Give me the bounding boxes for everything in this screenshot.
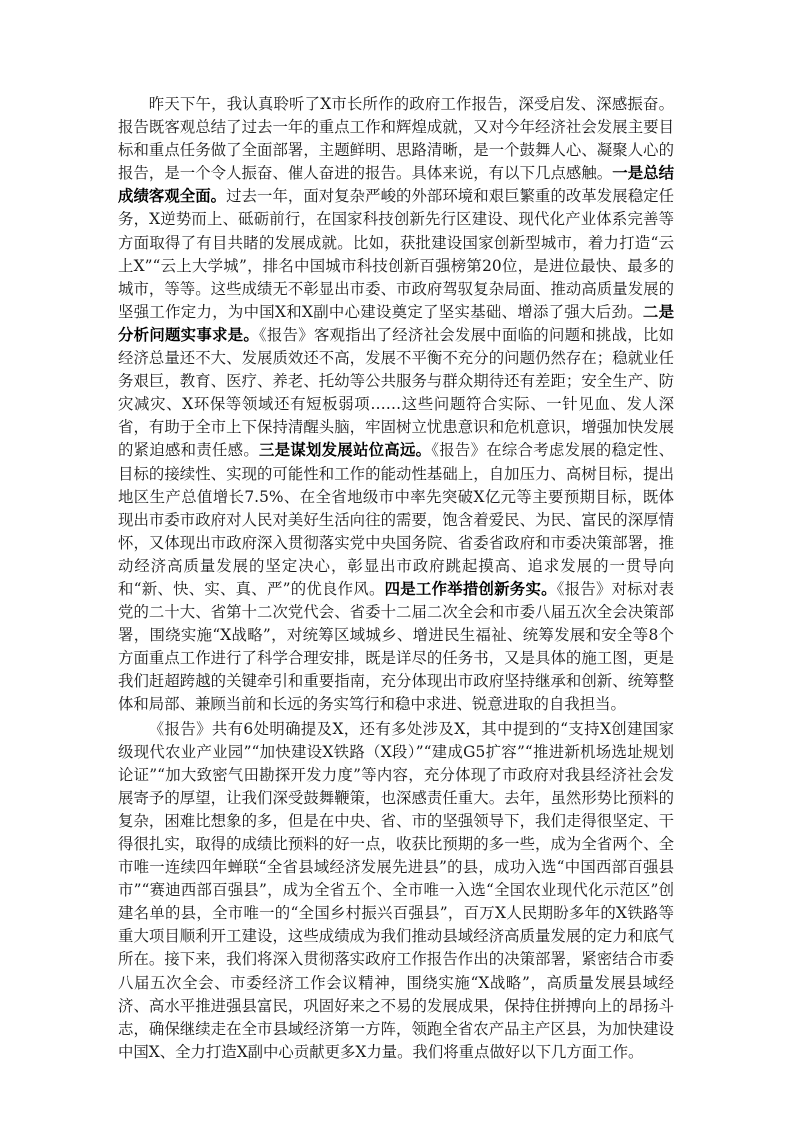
text-segment: 《报告》共有6处明确提及X，还有多处涉及X，其中提到的“支持X创建国家级现代农业产业园”“加快建设X铁路（X段）”“建成G5扩容”“推进新机场选址规划论证”“加大致密气田勘探开发力度”等内容，充分体现了市政府对我县经济社会发展寄予的厚望，让我们深受鼓舞鞭策，也深感责任重大。去年，虽然形势比预料的复杂，困难比想象的多，但是在中央、省、市的坚强领导下，我们走得很坚定、干得很扎实，取得的成绩比预料的好一点，收获比预期的多一些，成为全省两个、全市唯一连续四年蝉联“全省县域经济发展先进县”的县，成功入选“中国西部百强县市”“赛迪西部百强县”，成为全省五个、全市唯一入选“全国农业现代化示范区”创建名单的县，全市唯一的“全国乡村振兴百强县”，百万X人民期盼多年的X铁路等重大项目顺利开工建设，这些成绩成为我们推动县域经济高质量发展的定力和底气所在。接下来，我们将深入贯彻落实政府工作报告作出的决策部署，紧密结合市委八届五次全会、市委经济工作会议精神，围绕实施“X战略”，高质量发展县域经济、高水平推进强县富民，巩固好来之不易的发展成果，保持住拼搏向上的昂扬斗志，确保继续走在全市县域经济第一方阵，领跑全省农产品主产区县，为加快建设中国X、全力打造X副中心贡献更多X力量。我们将重点做好以下几方面工作。 [118,719,674,1061]
text-segment: 《报告》对标对表党的二十大、省第十二次党代会、省委十二届二次全会和市委八届五次全会决策部署，围绕实施“X战略”，对统筹区域城乡、增进民生福祉、统筹发展和安全等8个方面重点工作进行了科学合理安排，既是详尽的任务书，又是具体的施工图，更是我们赶超跨越的关键牵引和重要指南，充分体现出市政府坚持继承和创新、统筹整体和局部、兼顾当前和长远的务实笃行和稳中求进、锐意进取的自我担当。 [118,579,674,714]
paragraph-2 [118,718,674,1064]
text-segment: 《报告》客观指出了经济社会发展中面临的问题和挑战，比如经济总量还不大、发展质效还不高，发展不平衡不充分的问题仍然存在；稳就业任务艰巨，教育、医疗、养老、托幼等公共服务与群众期待还有差距；安全生产、防灾减灾、X环保等领域还有短板弱项……这些问题符合实际、一针见血、发人深省，有助于全市上下保持清醒头脑，牢固树立忧患意识和危机意识，增强加快发展的紧迫感和责任感。 [118,325,674,460]
heading-point-1: 一是总结成绩客观全面。 [118,164,674,206]
text-segment: 昨天下午，我认真聆听了X市长所作的政府工作报告，深受启发、深感振奋。报告既客观总结了过去一年的重点工作和辉煌成就，又对今年经济社会发展主要目标和重点任务做了全面部署，主题鲜明、思路清晰，是一个鼓舞人心、凝聚人心的报告，是一个令人振奋、催人奋进的报告。具体来说，有以下几点感触。 [118,95,674,183]
heading-point-3: 三是谋划发展站位高远。 [258,441,432,460]
heading-point-2: 二是分析问题实事求是。 [118,302,674,344]
text-segment: 过去一年，面对复杂严峻的外部环境和艰巨繁重的改革发展稳定任务，X逆势而上、砥砺前行，在国家科技创新先行区建设、现代化产业体系完善等方面取得了有目共睹的发展成就。比如，获批建设国家创新型城市，着力打造“云上X”“云上大学城”，排名中国城市科技创新百强榜第20位，是进位最快、最多的城市，等等。这些成绩无不彰显出市委、市政府驾驭复杂局面、推动高质量发展的坚强工作定力，为中国X和X副中心建设奠定了坚实基础、增添了强大后劲。 [118,187,674,321]
paragraph-1 [118,93,674,717]
heading-point-4: 四是工作举措创新务实。 [384,579,557,598]
text-segment: 《报告》在综合考虑发展的稳定性、目标的接续性、实现的可能性和工作的能动性基础上，自加压力、高树目标，提出地区生产总值增长7.5%、在全省地级市中率先突破X亿元等主要预期目标，既体现出市委市政府对人民对美好生活向往的需要，饱含着爱民、为民、富民的深厚情怀，又体现出市政府深入贯彻落实党中央国务院、省委省政府和市委决策部署，推动经济高质量发展的坚定决心，彰显出市政府跳起摸高、追求发展的一贯导向和“新、快、实、真、严”的优良作风。 [118,441,674,598]
document-page [118,93,674,1064]
